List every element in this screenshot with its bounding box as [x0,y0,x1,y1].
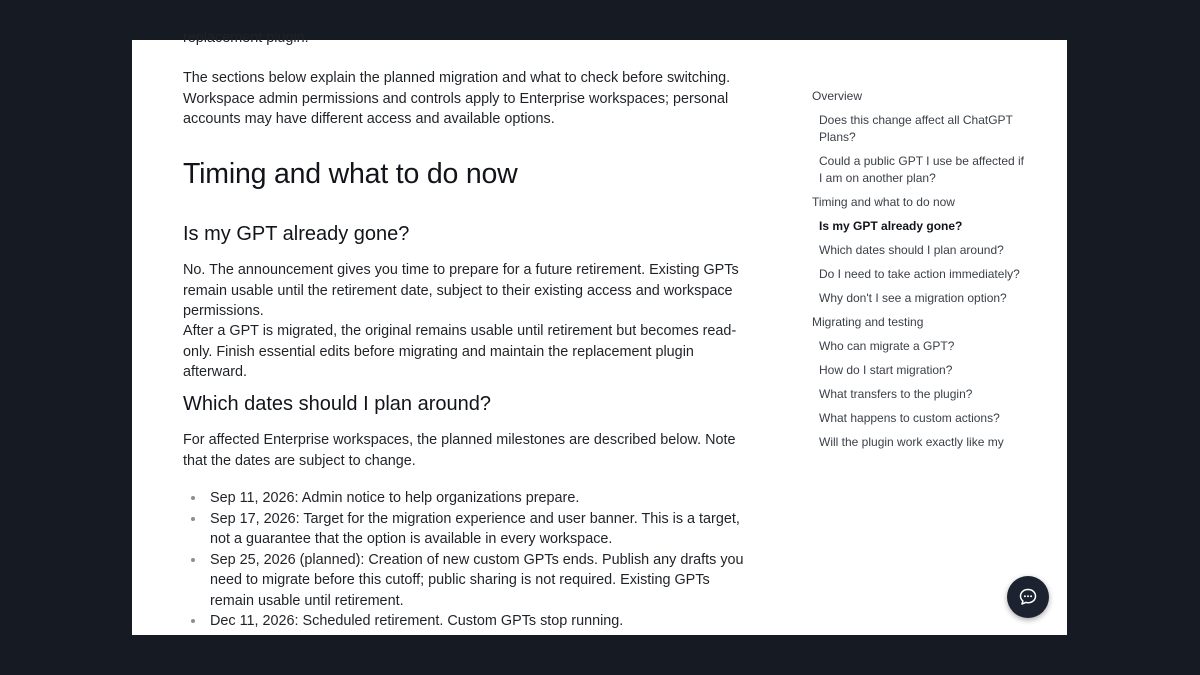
toc-item-plugin-work[interactable]: Will the plugin work exactly like my [819,435,1004,449]
chat-bubble-icon [1018,587,1038,607]
list-item: Sep 25, 2026 (planned): Creation of new custom GPTs ends. Publish any drafts you need to migrate before this cutoff; public sharing is not required. Existing GPTs remain usable until retirement. [210,550,750,612]
table-of-contents [812,88,1027,458]
toc-item-public-gpt[interactable]: Could a public GPT I use be affected if I am on another plan? [819,154,1025,185]
milestones-list [183,488,750,632]
toc-item-migration-option[interactable]: Why don't I see a migration option? [819,291,1007,305]
section-heading: Timing and what to do now [183,158,518,190]
list-item: Sep 17, 2026: Target for the migration experience and user banner. This is a target, not a guarantee that the option is available in every workspace. [210,509,750,550]
question-heading-dates: Which dates should I plan around? [183,393,491,415]
toc-item-timing[interactable]: Timing and what to do now [812,195,955,209]
article-cut-text: replacement plugin. [183,30,309,46]
toc-item-overview[interactable]: Overview [812,89,863,103]
toc-item-gpt-gone[interactable]: Is my GPT already gone? [819,219,963,233]
answer-paragraph: No. The announcement gives you time to prepare for a future retirement. Existing GPTs remain usable until the retirement date, subject to their existing access and workspace permissions. [183,262,739,319]
toc-item-take-action[interactable]: Do I need to take action immediately? [819,267,1020,281]
toc-item-migrating[interactable]: Migrating and testing [812,315,924,329]
help-article-page [132,30,1067,635]
intro-paragraph: The sections below explain the planned migration and what to check before switching. Workspace admin permissions and controls apply to Enterprise workspaces; personal accounts may have different access and available options. [183,70,731,127]
toc-item-start-migration[interactable]: How do I start migration? [819,363,953,377]
list-item: Sep 11, 2026: Admin notice to help organizations prepare. [210,488,750,509]
toc-item-dates[interactable]: Which dates should I plan around? [819,243,1004,257]
question-heading-gpt-gone: Is my GPT already gone? [183,223,410,245]
answer-paragraph: For affected Enterprise workspaces, the planned milestones are described below. Note that the dates are subject to change. [183,432,736,469]
toc-item-transfers[interactable]: What transfers to the plugin? [819,387,973,401]
answer-paragraph: After a GPT is migrated, the original remains usable until retirement but becomes read-only. Finish essential edits before migrating and maintain the replacement plugin afterward. [183,323,737,380]
chat-button[interactable] [1007,576,1049,618]
list-item: Dec 11, 2026: Scheduled retirement. Custom GPTs stop running. [210,611,750,632]
toc-item-plans[interactable]: Does this change affect all ChatGPT Plans? [819,113,1013,144]
toc-item-who-can-migrate[interactable]: Who can migrate a GPT? [819,339,955,353]
toc-item-custom-actions[interactable]: What happens to custom actions? [819,411,1000,425]
